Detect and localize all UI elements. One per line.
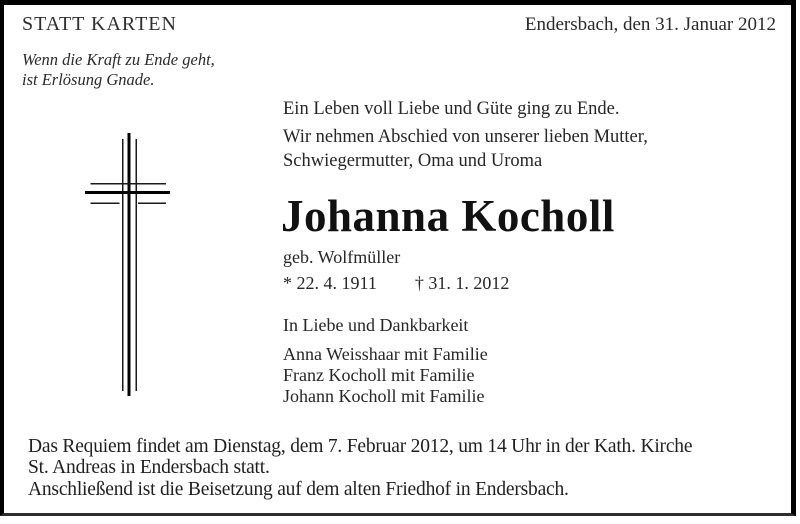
mourner-entry: Johann Kocholl mit Familie [283, 386, 485, 406]
death-date: † 31. 1. 2012 [414, 273, 510, 293]
latin-cross-icon [80, 128, 175, 400]
farewell-line: In Liebe und Dankbarkeit [283, 315, 469, 335]
birth-date: * 22. 4. 1911 [283, 273, 377, 293]
epigraph-line-2: ist Erlösung Gnade. [22, 69, 155, 89]
mourner-entry: Anna Weisshaar mit Familie [283, 344, 488, 364]
funeral-line-1: Das Requiem findet am Dienstag, dem 7. Februar 2012, um 14 Uhr in der Kath. Kirche [28, 436, 693, 457]
deceased-name: Johanna Kocholl [281, 191, 615, 241]
statt-karten-heading: STATT KARTEN [22, 13, 177, 35]
mourners-list [283, 344, 488, 407]
funeral-information [28, 436, 692, 500]
intro-line-2: Wir nehmen Abschied von unserer lieben Mutter, [283, 127, 648, 147]
maiden-name: geb. Wolfmüller [283, 247, 401, 267]
intro-sentence: Ein Leben voll Liebe und Güte ging zu Ende. [283, 99, 620, 119]
intro-paragraph [283, 126, 648, 173]
epigraph [22, 50, 215, 89]
funeral-line-3: Anschließend ist die Beisetzung auf dem alten Friedhof in Endersbach. [28, 478, 569, 500]
life-dates [283, 273, 509, 294]
mourner-entry: Franz Kocholl mit Familie [283, 365, 475, 385]
funeral-line-2: St. Andreas in Endersbach statt. [28, 457, 270, 479]
epigraph-line-1: Wenn die Kraft zu Ende geht, [22, 50, 215, 69]
place-date-line: Endersbach, den 31. Januar 2012 [524, 14, 776, 35]
intro-line-3: Schwiegermutter, Oma und Uroma [283, 150, 543, 171]
